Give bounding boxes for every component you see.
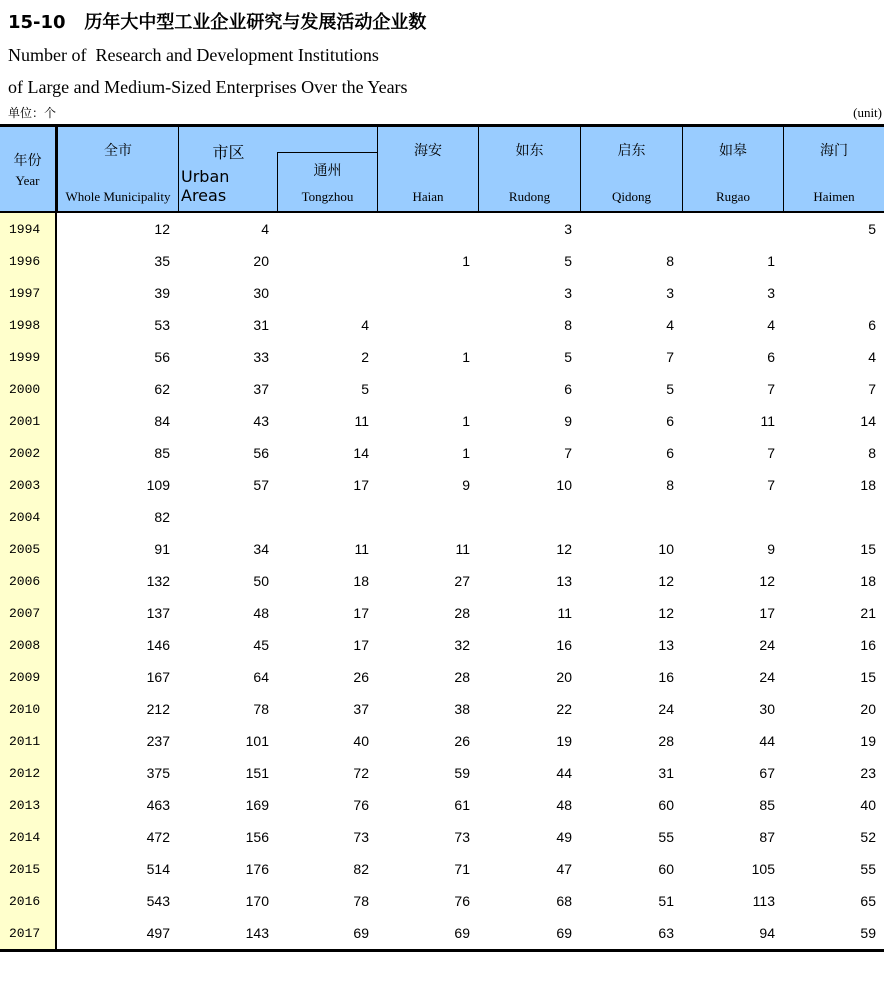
value-cell: 28 xyxy=(658,733,674,749)
value-cell: 51 xyxy=(658,893,674,909)
value-cell: 78 xyxy=(353,893,369,909)
value-cell: 20 xyxy=(556,669,572,685)
table-body xyxy=(0,213,884,949)
header-cn-label: 海门 xyxy=(820,143,848,159)
value-cell: 40 xyxy=(860,797,876,813)
value-cell: 59 xyxy=(860,925,876,941)
value-cell: 27 xyxy=(454,573,470,589)
value-cell: 69 xyxy=(454,925,470,941)
value-cell: 169 xyxy=(245,797,269,813)
value-cell xyxy=(377,373,478,405)
table-row xyxy=(0,309,884,341)
value-cell: 78 xyxy=(253,701,269,717)
value-cell: 151 xyxy=(245,765,269,781)
table-row xyxy=(0,629,884,661)
value-cell: 55 xyxy=(658,829,674,845)
value-cell: 3 xyxy=(564,285,572,301)
value-cell: 16 xyxy=(658,669,674,685)
value-cell: 76 xyxy=(353,797,369,813)
value-cell: 176 xyxy=(245,861,269,877)
value-cell: 22 xyxy=(556,701,572,717)
value-cell: 30 xyxy=(759,701,775,717)
table-row xyxy=(0,213,884,245)
value-cell: 31 xyxy=(253,317,269,333)
table-row xyxy=(0,789,884,821)
value-cell: 73 xyxy=(454,829,470,845)
year-cell: 2014 xyxy=(0,821,57,853)
table-row xyxy=(0,597,884,629)
year-cell: 1999 xyxy=(0,341,57,373)
value-cell: 8 xyxy=(666,477,674,493)
table-row xyxy=(0,917,884,949)
value-cell: 6 xyxy=(666,445,674,461)
value-cell: 33 xyxy=(253,349,269,365)
value-cell: 19 xyxy=(556,733,572,749)
value-cell: 156 xyxy=(245,829,269,845)
value-cell: 9 xyxy=(564,413,572,429)
value-cell: 60 xyxy=(658,861,674,877)
value-cell: 62 xyxy=(154,381,170,397)
value-cell: 30 xyxy=(253,285,269,301)
value-cell: 7 xyxy=(868,381,876,397)
value-cell xyxy=(682,213,783,245)
value-cell: 5 xyxy=(361,381,369,397)
value-cell: 23 xyxy=(860,765,876,781)
page-title: 15-10 历年大中型工业企业研究与发展活动企业数 xyxy=(8,12,427,33)
year-cell: 2007 xyxy=(0,597,57,629)
value-cell: 11 xyxy=(455,541,470,557)
value-cell: 5 xyxy=(666,381,674,397)
table-row xyxy=(0,693,884,725)
table-row xyxy=(0,757,884,789)
value-cell: 109 xyxy=(146,477,170,493)
value-cell: 17 xyxy=(353,477,369,493)
year-cell: 1997 xyxy=(0,277,57,309)
table-row xyxy=(0,373,884,405)
header-haian xyxy=(377,127,478,211)
value-cell: 8 xyxy=(564,317,572,333)
value-cell: 11 xyxy=(557,605,572,621)
year-cell: 2006 xyxy=(0,565,57,597)
value-cell: 45 xyxy=(253,637,269,653)
value-cell: 17 xyxy=(353,637,369,653)
value-cell xyxy=(478,501,580,533)
year-cell: 1994 xyxy=(0,213,57,245)
value-cell: 167 xyxy=(146,669,170,685)
header-cn-label: 如东 xyxy=(515,143,544,159)
value-cell: 8 xyxy=(868,445,876,461)
value-cell: 31 xyxy=(658,765,674,781)
value-cell: 9 xyxy=(767,541,775,557)
value-cell: 212 xyxy=(146,701,170,717)
value-cell: 52 xyxy=(860,829,876,845)
value-cell: 28 xyxy=(454,669,470,685)
header-rudong xyxy=(478,127,580,211)
value-cell: 6 xyxy=(564,381,572,397)
value-cell: 55 xyxy=(860,861,876,877)
value-cell: 10 xyxy=(658,541,674,557)
value-cell: 14 xyxy=(353,445,369,461)
value-cell: 12 xyxy=(658,605,674,621)
value-cell xyxy=(783,277,884,309)
year-cell: 2002 xyxy=(0,437,57,469)
year-cell: 2010 xyxy=(0,693,57,725)
value-cell: 375 xyxy=(146,765,170,781)
header-urban-areas xyxy=(179,127,278,211)
value-cell: 146 xyxy=(146,637,170,653)
value-cell: 24 xyxy=(759,637,775,653)
value-cell: 170 xyxy=(245,893,269,909)
value-cell xyxy=(178,501,277,533)
value-cell: 472 xyxy=(146,829,170,845)
year-cell: 2001 xyxy=(0,405,57,437)
header-en-label: Whole Municipality xyxy=(65,189,171,204)
value-cell: 237 xyxy=(146,733,170,749)
header-en-label: Rudong xyxy=(508,189,551,204)
header-en-label: Rugao xyxy=(716,189,750,204)
header-year-en: Year xyxy=(15,172,40,188)
value-cell xyxy=(682,501,783,533)
value-cell: 47 xyxy=(556,861,572,877)
value-cell: 17 xyxy=(353,605,369,621)
value-cell: 48 xyxy=(556,797,572,813)
value-cell: 4 xyxy=(261,221,269,237)
year-cell: 2004 xyxy=(0,501,57,533)
value-cell: 26 xyxy=(353,669,369,685)
header-urban-areas-group xyxy=(178,127,377,211)
value-cell: 6 xyxy=(868,317,876,333)
value-cell: 82 xyxy=(353,861,369,877)
value-cell: 16 xyxy=(556,637,572,653)
value-cell: 48 xyxy=(253,605,269,621)
value-cell: 65 xyxy=(860,893,876,909)
value-cell: 13 xyxy=(658,637,674,653)
value-cell: 12 xyxy=(759,573,775,589)
value-cell xyxy=(377,309,478,341)
value-cell: 14 xyxy=(860,413,876,429)
header-cn-label: 海安 xyxy=(414,143,442,159)
value-cell: 18 xyxy=(860,573,876,589)
value-cell: 4 xyxy=(666,317,674,333)
value-cell: 64 xyxy=(253,669,269,685)
value-cell: 1 xyxy=(462,445,470,461)
value-cell: 8 xyxy=(666,253,674,269)
header-cn-label: 全市 xyxy=(104,143,132,159)
value-cell: 68 xyxy=(556,893,572,909)
header-haimen xyxy=(783,127,884,211)
table-row xyxy=(0,405,884,437)
year-cell: 1998 xyxy=(0,309,57,341)
value-cell: 37 xyxy=(253,381,269,397)
header-qidong xyxy=(580,127,682,211)
value-cell: 72 xyxy=(353,765,369,781)
table-row xyxy=(0,533,884,565)
year-cell: 2017 xyxy=(0,917,57,949)
header-whole-municipality xyxy=(57,127,178,211)
value-cell: 84 xyxy=(154,413,170,429)
header-en-label: Tongzhou xyxy=(301,189,354,204)
value-cell: 543 xyxy=(146,893,170,909)
value-cell: 7 xyxy=(564,445,572,461)
value-cell: 40 xyxy=(353,733,369,749)
value-cell: 1 xyxy=(462,253,470,269)
table-row xyxy=(0,885,884,917)
value-cell: 15 xyxy=(860,541,876,557)
value-cell: 82 xyxy=(154,509,170,525)
value-cell: 497 xyxy=(146,925,170,941)
table-row xyxy=(0,501,884,533)
value-cell: 28 xyxy=(454,605,470,621)
value-cell: 59 xyxy=(454,765,470,781)
value-cell: 3 xyxy=(666,285,674,301)
value-cell xyxy=(277,501,377,533)
value-cell: 73 xyxy=(353,829,369,845)
value-cell: 6 xyxy=(666,413,674,429)
header-en-label: Haimen xyxy=(813,189,855,204)
header-year xyxy=(0,127,57,211)
table-row xyxy=(0,469,884,501)
header-en-label: Urban Areas xyxy=(181,167,230,205)
year-cell: 2013 xyxy=(0,789,57,821)
table-row xyxy=(0,277,884,309)
value-cell xyxy=(783,245,884,277)
page-title-en-line2: of Large and Medium-Sized Enterprises Over the Years xyxy=(8,77,408,97)
value-cell: 7 xyxy=(767,477,775,493)
value-cell: 101 xyxy=(245,733,269,749)
value-cell: 7 xyxy=(767,381,775,397)
unit-label-cn: 单位：个 xyxy=(8,106,57,120)
table-row xyxy=(0,661,884,693)
header-cn-label: 启东 xyxy=(617,143,646,159)
value-cell xyxy=(277,245,377,277)
year-cell: 2016 xyxy=(0,885,57,917)
value-cell: 56 xyxy=(253,445,269,461)
year-cell: 2000 xyxy=(0,373,57,405)
value-cell: 5 xyxy=(564,349,572,365)
value-cell: 87 xyxy=(759,829,775,845)
value-cell: 44 xyxy=(759,733,775,749)
value-cell: 20 xyxy=(253,253,269,269)
value-cell: 57 xyxy=(253,477,269,493)
value-cell: 6 xyxy=(767,349,775,365)
value-cell: 10 xyxy=(556,477,572,493)
value-cell: 13 xyxy=(556,573,572,589)
year-cell: 2009 xyxy=(0,661,57,693)
value-cell: 11 xyxy=(760,413,775,429)
value-cell: 19 xyxy=(860,733,876,749)
year-cell: 1996 xyxy=(0,245,57,277)
value-cell xyxy=(377,213,478,245)
value-cell: 3 xyxy=(767,285,775,301)
header-en-label: Qidong xyxy=(612,189,651,204)
value-cell: 18 xyxy=(353,573,369,589)
value-cell: 4 xyxy=(868,349,876,365)
value-cell: 4 xyxy=(361,317,369,333)
table-row xyxy=(0,437,884,469)
value-cell: 11 xyxy=(354,413,369,429)
value-cell: 15 xyxy=(860,669,876,685)
year-cell: 2015 xyxy=(0,853,57,885)
page-title-en-line1: Number of Research and Development Institutions xyxy=(8,45,379,65)
value-cell xyxy=(580,501,682,533)
value-cell xyxy=(377,501,478,533)
unit-row xyxy=(0,98,884,124)
year-cell: 2011 xyxy=(0,725,57,757)
value-cell: 7 xyxy=(767,445,775,461)
value-cell: 50 xyxy=(253,573,269,589)
value-cell: 11 xyxy=(354,541,369,557)
value-cell: 69 xyxy=(353,925,369,941)
value-cell: 9 xyxy=(462,477,470,493)
value-cell xyxy=(277,213,377,245)
value-cell: 35 xyxy=(154,253,170,269)
value-cell: 43 xyxy=(253,413,269,429)
year-cell: 2012 xyxy=(0,757,57,789)
value-cell: 132 xyxy=(146,573,170,589)
value-cell: 32 xyxy=(454,637,470,653)
value-cell: 71 xyxy=(454,861,470,877)
header-rugao xyxy=(682,127,783,211)
header-tongzhou xyxy=(277,152,377,211)
value-cell: 85 xyxy=(154,445,170,461)
value-cell: 85 xyxy=(759,797,775,813)
table-row xyxy=(0,821,884,853)
value-cell: 4 xyxy=(767,317,775,333)
value-cell xyxy=(277,277,377,309)
value-cell: 2 xyxy=(361,349,369,365)
value-cell: 53 xyxy=(154,317,170,333)
value-cell: 56 xyxy=(154,349,170,365)
value-cell: 12 xyxy=(556,541,572,557)
value-cell xyxy=(580,213,682,245)
value-cell: 63 xyxy=(658,925,674,941)
year-cell: 2008 xyxy=(0,629,57,661)
value-cell: 3 xyxy=(564,221,572,237)
value-cell: 94 xyxy=(759,925,775,941)
value-cell: 21 xyxy=(860,605,876,621)
value-cell: 69 xyxy=(556,925,572,941)
value-cell: 1 xyxy=(767,253,775,269)
value-cell: 61 xyxy=(454,797,470,813)
table-row xyxy=(0,725,884,757)
header-cn-label: 如皋 xyxy=(719,143,747,159)
value-cell: 24 xyxy=(759,669,775,685)
value-cell: 20 xyxy=(860,701,876,717)
year-cell: 2005 xyxy=(0,533,57,565)
value-cell: 17 xyxy=(759,605,775,621)
header-en-label: Haian xyxy=(412,189,444,204)
value-cell: 44 xyxy=(556,765,572,781)
table-row xyxy=(0,245,884,277)
statistics-table xyxy=(0,124,884,952)
value-cell: 24 xyxy=(658,701,674,717)
table-row xyxy=(0,853,884,885)
value-cell: 91 xyxy=(154,541,170,557)
value-cell xyxy=(377,277,478,309)
value-cell: 67 xyxy=(759,765,775,781)
value-cell: 39 xyxy=(154,285,170,301)
value-cell: 26 xyxy=(454,733,470,749)
value-cell: 113 xyxy=(752,893,775,909)
table-row xyxy=(0,565,884,597)
value-cell: 37 xyxy=(353,701,369,717)
table-header xyxy=(0,127,884,213)
value-cell: 105 xyxy=(751,861,775,877)
value-cell: 12 xyxy=(154,221,170,237)
value-cell: 38 xyxy=(454,701,470,717)
value-cell: 5 xyxy=(564,253,572,269)
value-cell: 137 xyxy=(146,605,170,621)
value-cell: 514 xyxy=(146,861,170,877)
value-cell: 1 xyxy=(462,349,470,365)
value-cell: 143 xyxy=(245,925,269,941)
value-cell: 76 xyxy=(454,893,470,909)
value-cell: 49 xyxy=(556,829,572,845)
value-cell: 16 xyxy=(860,637,876,653)
value-cell: 12 xyxy=(658,573,674,589)
value-cell: 5 xyxy=(868,221,876,237)
header-cn-label: 通州 xyxy=(313,163,342,179)
value-cell: 34 xyxy=(253,541,269,557)
value-cell: 463 xyxy=(146,797,170,813)
value-cell: 18 xyxy=(860,477,876,493)
table-row xyxy=(0,341,884,373)
value-cell: 1 xyxy=(462,413,470,429)
unit-label-en: (unit) xyxy=(853,105,882,120)
value-cell: 7 xyxy=(666,349,674,365)
year-cell: 2003 xyxy=(0,469,57,501)
value-cell: 60 xyxy=(658,797,674,813)
value-cell xyxy=(783,501,884,533)
header-cn-label: 市区 xyxy=(212,143,245,162)
header-year-cn: 年份 xyxy=(13,152,42,169)
